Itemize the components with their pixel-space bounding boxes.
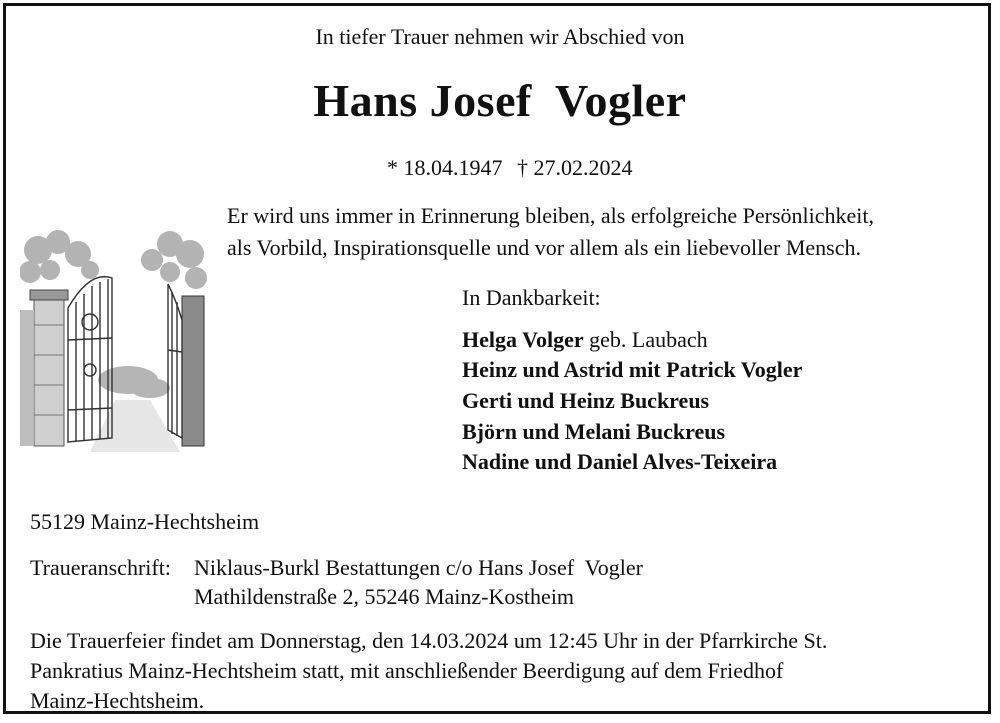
mourner-line xyxy=(462,329,708,351)
mourner-line: Björn und Melani Buckreus xyxy=(462,419,726,444)
thanks-heading: In Dankbarkeit: xyxy=(462,285,601,310)
birth-date: * 18.04.1947 xyxy=(387,155,503,180)
residence-place: 55129 Mainz-Hechtsheim xyxy=(30,509,260,534)
quote-line-1: Er wird uns immer in Erinnerung bleiben, als erfolgreiche Persönlichkeit, xyxy=(227,203,874,228)
death-date: † 27.02.2024 xyxy=(517,155,633,180)
mourner-line: Heinz und Astrid mit Patrick Vogler xyxy=(462,357,803,382)
deceased-name: Hans Josef Vogler xyxy=(313,75,687,126)
mourner-suffix: geb. Laubach xyxy=(583,327,708,352)
mourner-line: Gerti und Heinz Buckreus xyxy=(462,388,710,413)
ceremony-line-3: Mainz-Hechtsheim. xyxy=(30,688,205,713)
ceremony-line-2: Pankratius Mainz-Hechtsheim statt, mit anschließender Beerdigung auf dem Friedhof xyxy=(30,658,784,683)
garden-gate-icon xyxy=(20,230,208,452)
mourner-name: Helga Volger xyxy=(462,327,584,352)
intro-line: In tiefer Trauer nehmen wir Abschied von xyxy=(315,24,685,49)
address-line-1: Niklaus-Burkl Bestattungen c/o Hans Josef Vogler xyxy=(194,555,643,580)
ceremony-line-1: Die Trauerfeier findet am Donnerstag, den 14.03.2024 um 12:45 Uhr in der Pfarrkirche St. xyxy=(30,628,828,653)
mourner-line: Nadine und Daniel Alves-Teixeira xyxy=(462,449,778,474)
address-line-2: Mathildenstraße 2, 55246 Mainz-Kostheim xyxy=(194,584,575,609)
quote-line-2: als Vorbild, Inspirationsquelle und vor allem als ein liebevoller Mensch. xyxy=(227,235,862,260)
address-label: Traueranschrift: xyxy=(30,555,171,580)
